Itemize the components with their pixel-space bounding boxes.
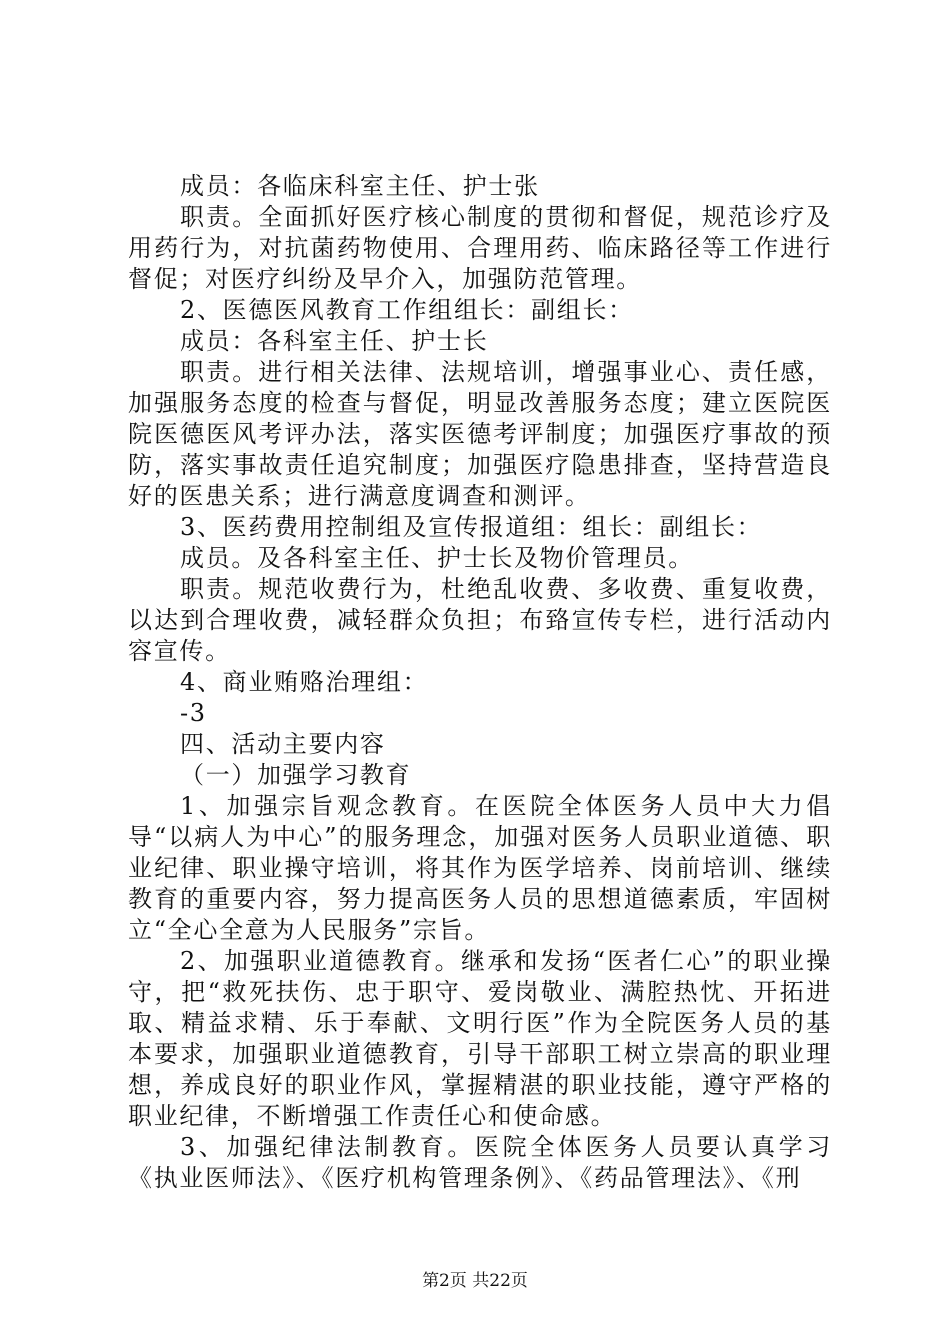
paragraph-duty-fees: 职责。规范收费行为，杜绝乱收费、多收费、重复收费，以达到合理收费，减轻群众负担；布臵宣传专栏，进行活动内容宣传。 — [128, 575, 832, 665]
page-footer: 第2页 共22页 — [422, 1271, 528, 1291]
paragraph-page-marker: -3 — [180, 699, 207, 727]
paragraph-members-pricing: 成员。及各科室主任、护士长及物价管理员。 — [180, 544, 694, 572]
document-body — [128, 171, 832, 1194]
paragraph-purpose-education: 1、加强宗旨观念教育。在医院全体医务人员中大力倡导“以病人为中心”的服务理念，加强对医务人员职业道德、职业纪律、职业操守培训，将其作为医学培养、岗前培训、继续教育的重要内容，努力提高医务人员的思想道德素质，牢固树立“全心全意为人民服务”宗旨。 — [128, 792, 832, 944]
section-heading-main-content: 四、活动主要内容 — [180, 730, 386, 758]
paragraph-discipline-law: 3、加强纪律法制教育。医院全体医务人员要认真学习《执业医师法》、《医疗机构管理条例》、《药品管理法》、《刑 — [128, 1133, 832, 1192]
paragraph-bribery-group-heading: 4、商业贿赂治理组： — [180, 668, 429, 696]
paragraph-members-clinical: 成员：各临床科室主任、护士张 — [180, 172, 540, 200]
paragraph-members-departments: 成员：各科室主任、护士长 — [180, 327, 489, 355]
paragraph-professional-ethics: 2、加强职业道德教育。继承和发扬“医者仁心”的职业操守，把“救死扶伤、忠于职守、爱岗敬业、满腔热忱、开拓进取、精益求精、乐于奉献、文明行医”作为全院医务人员的基本要求，加强职业道德教育，引导干部职工树立崇高的职业理想，养成良好的职业作风，掌握精湛的职业技能，遵守严格的职业纪律，不断增强工作责任心和使命感。 — [128, 947, 832, 1130]
paragraph-cost-control-heading: 3、医药费用控制组及宣传报道组：组长：副组长： — [180, 513, 763, 541]
paragraph-duty-medical-core: 职责。全面抓好医疗核心制度的贯彻和督促，规范诊疗及用药行为，对抗菌药物使用、合理用药、临床路径等工作进行督促；对医疗纠纷及早介入，加强防范管理。 — [128, 203, 832, 293]
paragraph-ethics-group-heading: 2、医德医风教育工作组组长：副组长： — [180, 296, 634, 324]
subsection-heading-study-education: （一）加强学习教育 — [180, 761, 412, 789]
paragraph-duty-ethics: 职责。进行相关法律、法规培训，增强事业心、责任感，加强服务态度的检查与督促，明显改善服务态度；建立医院医院医德医风考评办法，落实医德考评制度；加强医疗事故的预防，落实事故责任追究制度；加强医疗隐患排查，坚持营造良好的医患关系；进行满意度调查和测评。 — [128, 358, 832, 510]
